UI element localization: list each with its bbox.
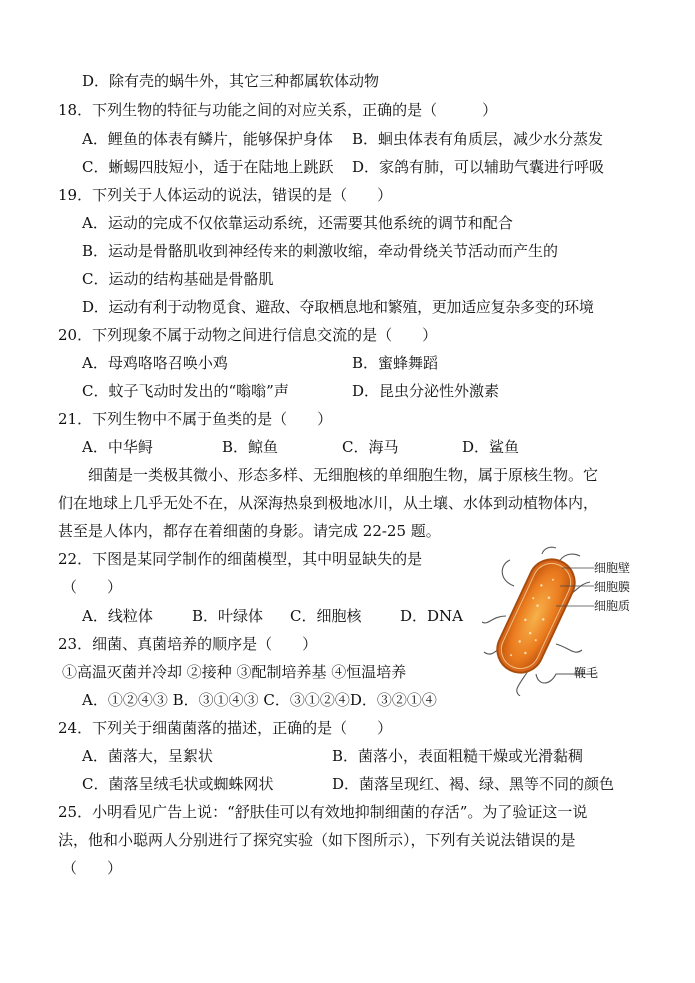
q21-option-b: B．鲸鱼 bbox=[222, 438, 279, 456]
label-flagellum: 鞭毛 bbox=[574, 666, 599, 680]
q24-option-b: B．菌落小，表面粗糙干燥或光滑黏稠 bbox=[332, 747, 584, 765]
q20-stem: 20．下列现象不属于动物之间进行信息交流的是（ ） bbox=[58, 326, 438, 344]
label-cytoplasm: 细胞质 bbox=[594, 599, 631, 613]
passage-line-1: 细菌是一类极其微小、形态多样、无细胞核的单细胞生物，属于原核生物。它 bbox=[88, 466, 599, 484]
q24-option-d: D．菌落呈现红、褐、绿、黑等不同的颜色 bbox=[332, 775, 615, 793]
q18-stem: 18．下列生物的特征与功能之间的对应关系，正确的是（ ） bbox=[58, 101, 498, 119]
q18-option-d: D．家鸽有肺，可以辅助气囊进行呼吸 bbox=[352, 158, 605, 176]
passage-line-3: 甚至是人体内，都存在着细菌的身影。请完成 22-25 题。 bbox=[58, 522, 441, 540]
q24-option-a: A．菌落大，呈絮状 bbox=[82, 747, 213, 765]
q21-option-a: A．中华鲟 bbox=[82, 438, 153, 456]
q18-option-a: A．鲤鱼的体表有鳞片，能够保护身体 bbox=[82, 130, 333, 148]
q25-line-2: 法，他和小聪两人分别进行了探究实验（如下图所示），下列有关说法错误的是 bbox=[58, 831, 576, 849]
q18-option-c: C．蜥蜴四肢短小，适于在陆地上跳跃 bbox=[82, 158, 334, 176]
label-cell-membrane: 细胞膜 bbox=[594, 580, 631, 594]
q20-option-a: A．母鸡咯咯召唤小鸡 bbox=[82, 354, 228, 372]
passage-line-2: 们在地球上几乎无处不在，从深海热泉到极地冰川，从土壤、水体到动植物体内， bbox=[58, 494, 599, 512]
q22-option-a: A．线粒体 bbox=[82, 607, 153, 625]
q24-option-c: C．菌落呈绒毛状或蜘蛛网状 bbox=[82, 775, 274, 793]
q22-option-c: C．细胞核 bbox=[290, 607, 362, 625]
bacterium-illustration bbox=[478, 546, 668, 696]
q23-stem: 23．细菌、真菌培养的顺序是（ ） bbox=[58, 635, 318, 653]
cell-membrane bbox=[495, 557, 577, 675]
q18-option-b: B．蛔虫体表有角质层，减少水分蒸发 bbox=[352, 130, 604, 148]
q22-option-b: B．叶绿体 bbox=[192, 607, 264, 625]
q24-stem: 24．下列关于细菌菌落的描述，正确的是（ ） bbox=[58, 719, 393, 737]
q19-option-d: D．运动有利于动物觅食、避敌、夺取栖息地和繁殖，更加适应复杂多变的环境 bbox=[82, 298, 594, 316]
q25-line-1: 25．小明看见广告上说：“舒肤佳可以有效地抑制细菌的存活”。为了验证这一说 bbox=[58, 803, 588, 821]
q21-option-d: D．鲨鱼 bbox=[462, 438, 520, 456]
q20-option-d: D．昆虫分泌性外激素 bbox=[352, 382, 500, 400]
q25-blank: （ ） bbox=[62, 859, 123, 877]
q22-option-d: D．DNA bbox=[400, 607, 464, 625]
q23-options: A．①②④③ B．③①④③ C．③①②④D．③②①④ bbox=[82, 691, 437, 709]
q19-option-a: A．运动的完成不仅依靠运动系统，还需要其他系统的调节和配合 bbox=[82, 214, 513, 232]
q21-stem: 21．下列生物中不属于鱼类的是（ ） bbox=[58, 410, 333, 428]
q17-option-d: D．除有壳的蜗牛外，其它三种都属软体动物 bbox=[82, 72, 380, 90]
q20-option-c: C．蚊子飞动时发出的“嗡嗡”声 bbox=[82, 382, 289, 400]
q19-option-c: C．运动的结构基础是骨骼肌 bbox=[82, 270, 274, 288]
q23-steps: ①高温灭菌并冷却 ②接种 ③配制培养基 ④恒温培养 bbox=[62, 663, 407, 681]
q22-stem: 22．下图是某同学制作的细菌模型，其中明显缺失的是 bbox=[58, 550, 423, 568]
q19-option-b: B．运动是骨骼肌收到神经传来的刺激收缩，牵动骨绕关节活动而产生的 bbox=[82, 242, 559, 260]
q21-option-c: C．海马 bbox=[342, 438, 399, 456]
q19-stem: 19．下列关于人体运动的说法，错误的是（ ） bbox=[58, 186, 393, 204]
q22-blank: （ ） bbox=[62, 578, 123, 596]
bacterium-diagram bbox=[478, 546, 668, 696]
label-cell-wall: 细胞壁 bbox=[594, 561, 631, 575]
q20-option-b: B．蜜蜂舞蹈 bbox=[352, 354, 439, 372]
